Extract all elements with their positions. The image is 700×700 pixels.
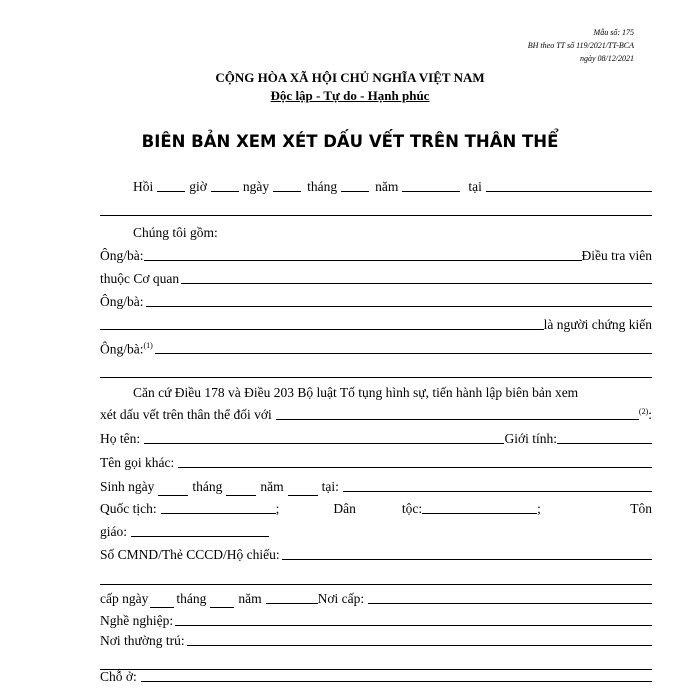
id-number-field-line-2[interactable] [100, 565, 652, 585]
national-title: CỘNG HÒA XÃ HỘI CHỦ NGHĨA VIỆT NAM [215, 70, 485, 85]
other-person-field-line-2[interactable] [100, 358, 652, 378]
form-code-note [528, 26, 634, 65]
issue-year-field[interactable] [266, 603, 318, 604]
birth-place-field[interactable] [343, 491, 652, 492]
residence-field[interactable] [187, 645, 652, 646]
religion-field[interactable] [131, 536, 269, 537]
person-row: Ông/bà: [100, 291, 652, 311]
current-address-field[interactable] [141, 681, 652, 682]
name-gender-row: Họ tên: Giới tính: [100, 428, 652, 448]
minute-field[interactable] [211, 191, 239, 192]
id-number-field[interactable] [282, 559, 652, 560]
issue-row: cấp ngày tháng năm Nơi cấp: [100, 588, 652, 608]
members-heading: Chúng tôi gồm: [133, 225, 218, 240]
investigator-name-field[interactable] [144, 260, 582, 261]
nationality-row: Quốc tịch: ; Dân tộc: ; Tôn [100, 501, 652, 516]
person-name-field[interactable] [146, 306, 653, 307]
full-name-field[interactable] [144, 443, 504, 444]
agency-row: thuộc Cơ quan [100, 268, 652, 288]
ethnicity-field[interactable] [422, 513, 537, 514]
year-field[interactable] [402, 191, 460, 192]
day-field[interactable] [273, 191, 301, 192]
birth-month-field[interactable] [226, 495, 256, 496]
location-field[interactable] [486, 191, 652, 192]
alias-row: Tên gọi khác: [100, 452, 652, 472]
agency-field[interactable] [181, 283, 652, 284]
investigator-row: Ông/bà: Điều tra viên [100, 248, 652, 263]
birth-row: Sinh ngày tháng năm tại: [100, 476, 652, 496]
legal-basis-row: Căn cứ Điều 178 và Điều 203 Bộ luật Tố tụng hình sự, tiến hành lập biên bản xem [133, 385, 579, 400]
form-date: ngày 08/12/2021 [580, 54, 634, 63]
religion-row: giáo: [100, 521, 652, 541]
location-field-line-2[interactable] [100, 196, 652, 216]
hour-field[interactable] [157, 191, 185, 192]
other-person-row: Ông/bà:$^{(1)}$ [100, 338, 652, 358]
witness-name-field[interactable] [100, 329, 544, 330]
gender-field[interactable] [557, 443, 652, 444]
time-row: Hồi giờ ngày tháng năm tại [133, 176, 652, 196]
national-motto: Độc lập - Tự do - Hạnh phúc [270, 88, 430, 103]
birth-year-field[interactable] [288, 495, 318, 496]
form-number: Mẫu số: 175 [593, 28, 634, 37]
residence-row: Nơi thường trú: [100, 630, 652, 650]
issue-month-field[interactable] [210, 607, 234, 608]
issue-day-field[interactable] [150, 607, 174, 608]
id-row: Số CMND/Thẻ CCCD/Hộ chiếu: [100, 544, 652, 564]
issue-place-field[interactable] [368, 603, 652, 604]
subject-row: xét dấu vết trên thân thể đối với (2) : [100, 407, 652, 422]
month-field[interactable] [341, 191, 369, 192]
other-person-field[interactable] [155, 353, 652, 354]
current-address-row: Chỗ ở: [100, 666, 652, 686]
occupation-field[interactable] [175, 625, 652, 626]
witness-row: là người chứng kiến [100, 314, 652, 334]
document-title: BIÊN BẢN XEM XÉT DẤU VẾT TRÊN THÂN THỂ [141, 132, 559, 151]
occupation-row: Nghề nghiệp: [100, 610, 652, 630]
subject-field[interactable] [276, 419, 639, 420]
form-issued-by: BH theo TT số 119/2021/TT-BCA [527, 41, 634, 50]
alias-field[interactable] [178, 467, 652, 468]
birth-day-field[interactable] [158, 495, 188, 496]
nationality-field[interactable] [161, 513, 276, 514]
